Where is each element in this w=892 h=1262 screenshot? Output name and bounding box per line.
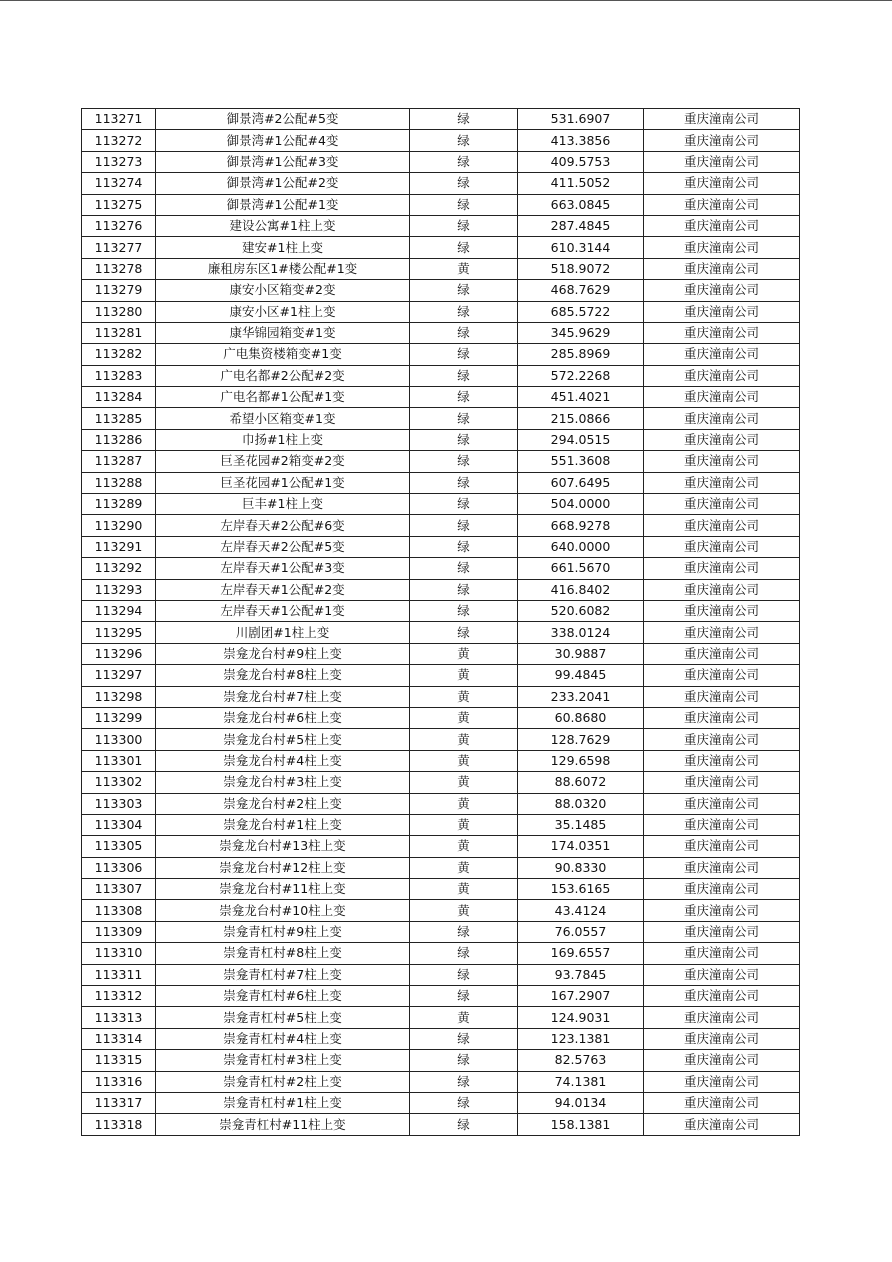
cell-name: 崇龛青杠村#9柱上变 bbox=[156, 921, 410, 942]
cell-value: 215.0866 bbox=[518, 408, 644, 429]
cell-company: 重庆潼南公司 bbox=[644, 109, 800, 130]
cell-level: 绿 bbox=[410, 579, 518, 600]
cell-company: 重庆潼南公司 bbox=[644, 836, 800, 857]
cell-id: 113309 bbox=[82, 921, 156, 942]
cell-id: 113293 bbox=[82, 579, 156, 600]
cell-name: 御景湾#1公配#2变 bbox=[156, 173, 410, 194]
table-row bbox=[82, 686, 800, 707]
cell-level: 绿 bbox=[410, 1028, 518, 1049]
cell-company: 重庆潼南公司 bbox=[644, 879, 800, 900]
table-row bbox=[82, 600, 800, 621]
cell-company: 重庆潼南公司 bbox=[644, 986, 800, 1007]
cell-company: 重庆潼南公司 bbox=[644, 665, 800, 686]
cell-company: 重庆潼南公司 bbox=[644, 772, 800, 793]
cell-level: 黄 bbox=[410, 900, 518, 921]
cell-value: 153.6165 bbox=[518, 879, 644, 900]
cell-level: 绿 bbox=[410, 194, 518, 215]
cell-level: 黄 bbox=[410, 793, 518, 814]
cell-value: 338.0124 bbox=[518, 622, 644, 643]
cell-company: 重庆潼南公司 bbox=[644, 322, 800, 343]
cell-level: 绿 bbox=[410, 1071, 518, 1092]
table-row bbox=[82, 1028, 800, 1049]
table-row bbox=[82, 986, 800, 1007]
cell-name: 崇龛龙台村#13柱上变 bbox=[156, 836, 410, 857]
cell-name: 左岸春天#1公配#2变 bbox=[156, 579, 410, 600]
cell-id: 113279 bbox=[82, 280, 156, 301]
cell-value: 607.6495 bbox=[518, 472, 644, 493]
cell-company: 重庆潼南公司 bbox=[644, 558, 800, 579]
cell-id: 113301 bbox=[82, 750, 156, 771]
cell-company: 重庆潼南公司 bbox=[644, 151, 800, 172]
cell-id: 113288 bbox=[82, 472, 156, 493]
cell-name: 御景湾#1公配#3变 bbox=[156, 151, 410, 172]
cell-name: 崇龛龙台村#2柱上变 bbox=[156, 793, 410, 814]
cell-value: 531.6907 bbox=[518, 109, 644, 130]
cell-name: 左岸春天#2公配#5变 bbox=[156, 536, 410, 557]
cell-name: 崇龛龙台村#10柱上变 bbox=[156, 900, 410, 921]
table-row bbox=[82, 130, 800, 151]
cell-id: 113274 bbox=[82, 173, 156, 194]
table-row bbox=[82, 729, 800, 750]
table-row bbox=[82, 515, 800, 536]
cell-level: 绿 bbox=[410, 151, 518, 172]
cell-value: 128.7629 bbox=[518, 729, 644, 750]
cell-level: 绿 bbox=[410, 429, 518, 450]
cell-company: 重庆潼南公司 bbox=[644, 194, 800, 215]
table-row bbox=[82, 109, 800, 130]
cell-company: 重庆潼南公司 bbox=[644, 408, 800, 429]
table-row bbox=[82, 836, 800, 857]
table-row bbox=[82, 237, 800, 258]
cell-id: 113280 bbox=[82, 301, 156, 322]
cell-id: 113285 bbox=[82, 408, 156, 429]
cell-company: 重庆潼南公司 bbox=[644, 707, 800, 728]
table-row bbox=[82, 194, 800, 215]
cell-level: 绿 bbox=[410, 408, 518, 429]
cell-company: 重庆潼南公司 bbox=[644, 237, 800, 258]
cell-id: 113290 bbox=[82, 515, 156, 536]
table-row bbox=[82, 622, 800, 643]
cell-name: 康安小区#1柱上变 bbox=[156, 301, 410, 322]
cell-level: 绿 bbox=[410, 451, 518, 472]
cell-value: 43.4124 bbox=[518, 900, 644, 921]
cell-level: 绿 bbox=[410, 1092, 518, 1113]
cell-level: 绿 bbox=[410, 344, 518, 365]
cell-value: 610.3144 bbox=[518, 237, 644, 258]
cell-company: 重庆潼南公司 bbox=[644, 472, 800, 493]
table-row bbox=[82, 1071, 800, 1092]
cell-value: 169.6557 bbox=[518, 943, 644, 964]
cell-value: 468.7629 bbox=[518, 280, 644, 301]
cell-name: 崇龛青杠村#5柱上变 bbox=[156, 1007, 410, 1028]
cell-id: 113296 bbox=[82, 643, 156, 664]
cell-level: 绿 bbox=[410, 387, 518, 408]
cell-value: 35.1485 bbox=[518, 814, 644, 835]
table-row bbox=[82, 215, 800, 236]
cell-name: 建安#1柱上变 bbox=[156, 237, 410, 258]
cell-level: 绿 bbox=[410, 558, 518, 579]
cell-company: 重庆潼南公司 bbox=[644, 494, 800, 515]
cell-level: 绿 bbox=[410, 237, 518, 258]
cell-name: 康安小区箱变#2变 bbox=[156, 280, 410, 301]
table-row bbox=[82, 365, 800, 386]
table-row bbox=[82, 921, 800, 942]
cell-id: 113306 bbox=[82, 857, 156, 878]
cell-value: 287.4845 bbox=[518, 215, 644, 236]
cell-id: 113314 bbox=[82, 1028, 156, 1049]
cell-level: 绿 bbox=[410, 280, 518, 301]
transformer-table bbox=[81, 108, 800, 1136]
cell-level: 绿 bbox=[410, 173, 518, 194]
cell-level: 黄 bbox=[410, 814, 518, 835]
table-row bbox=[82, 387, 800, 408]
table-row bbox=[82, 750, 800, 771]
cell-name: 崇龛龙台村#12柱上变 bbox=[156, 857, 410, 878]
cell-name: 巨丰#1柱上变 bbox=[156, 494, 410, 515]
cell-value: 411.5052 bbox=[518, 173, 644, 194]
cell-name: 建设公寓#1柱上变 bbox=[156, 215, 410, 236]
cell-level: 绿 bbox=[410, 536, 518, 557]
cell-name: 御景湾#1公配#4变 bbox=[156, 130, 410, 151]
cell-name: 左岸春天#1公配#3变 bbox=[156, 558, 410, 579]
table-row bbox=[82, 1050, 800, 1071]
cell-id: 113271 bbox=[82, 109, 156, 130]
cell-level: 绿 bbox=[410, 494, 518, 515]
cell-value: 345.9629 bbox=[518, 322, 644, 343]
cell-company: 重庆潼南公司 bbox=[644, 579, 800, 600]
cell-company: 重庆潼南公司 bbox=[644, 622, 800, 643]
cell-company: 重庆潼南公司 bbox=[644, 857, 800, 878]
table-row bbox=[82, 151, 800, 172]
cell-value: 174.0351 bbox=[518, 836, 644, 857]
cell-company: 重庆潼南公司 bbox=[644, 921, 800, 942]
cell-id: 113295 bbox=[82, 622, 156, 643]
table-row bbox=[82, 408, 800, 429]
cell-name: 崇龛青杠村#3柱上变 bbox=[156, 1050, 410, 1071]
cell-id: 113278 bbox=[82, 258, 156, 279]
table-row bbox=[82, 1114, 800, 1135]
table-row bbox=[82, 1007, 800, 1028]
cell-company: 重庆潼南公司 bbox=[644, 964, 800, 985]
cell-level: 绿 bbox=[410, 622, 518, 643]
cell-name: 崇龛龙台村#8柱上变 bbox=[156, 665, 410, 686]
cell-company: 重庆潼南公司 bbox=[644, 1028, 800, 1049]
cell-level: 绿 bbox=[410, 301, 518, 322]
cell-name: 巨圣花园#2箱变#2变 bbox=[156, 451, 410, 472]
cell-level: 黄 bbox=[410, 643, 518, 664]
cell-company: 重庆潼南公司 bbox=[644, 301, 800, 322]
cell-name: 康华锦园箱变#1变 bbox=[156, 322, 410, 343]
cell-name: 崇龛龙台村#3柱上变 bbox=[156, 772, 410, 793]
table-row bbox=[82, 857, 800, 878]
table-row bbox=[82, 900, 800, 921]
table-row bbox=[82, 280, 800, 301]
table-row bbox=[82, 793, 800, 814]
cell-company: 重庆潼南公司 bbox=[644, 643, 800, 664]
cell-company: 重庆潼南公司 bbox=[644, 900, 800, 921]
cell-value: 88.0320 bbox=[518, 793, 644, 814]
cell-name: 崇龛龙台村#5柱上变 bbox=[156, 729, 410, 750]
cell-value: 640.0000 bbox=[518, 536, 644, 557]
cell-id: 113302 bbox=[82, 772, 156, 793]
cell-value: 285.8969 bbox=[518, 344, 644, 365]
document-page bbox=[81, 108, 800, 1136]
cell-value: 94.0134 bbox=[518, 1092, 644, 1113]
cell-id: 113272 bbox=[82, 130, 156, 151]
cell-company: 重庆潼南公司 bbox=[644, 1114, 800, 1135]
cell-name: 御景湾#1公配#1变 bbox=[156, 194, 410, 215]
cell-value: 60.8680 bbox=[518, 707, 644, 728]
table-row bbox=[82, 772, 800, 793]
cell-name: 崇龛龙台村#9柱上变 bbox=[156, 643, 410, 664]
cell-level: 黄 bbox=[410, 707, 518, 728]
cell-level: 绿 bbox=[410, 1114, 518, 1135]
table-row bbox=[82, 451, 800, 472]
cell-level: 黄 bbox=[410, 665, 518, 686]
cell-value: 518.9072 bbox=[518, 258, 644, 279]
cell-company: 重庆潼南公司 bbox=[644, 814, 800, 835]
cell-level: 绿 bbox=[410, 943, 518, 964]
cell-value: 451.4021 bbox=[518, 387, 644, 408]
cell-value: 167.2907 bbox=[518, 986, 644, 1007]
cell-id: 113292 bbox=[82, 558, 156, 579]
table-row bbox=[82, 494, 800, 515]
table-row bbox=[82, 643, 800, 664]
cell-id: 113299 bbox=[82, 707, 156, 728]
cell-value: 30.9887 bbox=[518, 643, 644, 664]
cell-name: 崇龛龙台村#7柱上变 bbox=[156, 686, 410, 707]
table-row bbox=[82, 707, 800, 728]
cell-id: 113294 bbox=[82, 600, 156, 621]
table-row bbox=[82, 301, 800, 322]
cell-name: 崇龛青杠村#4柱上变 bbox=[156, 1028, 410, 1049]
cell-id: 113273 bbox=[82, 151, 156, 172]
cell-level: 绿 bbox=[410, 130, 518, 151]
cell-id: 113310 bbox=[82, 943, 156, 964]
cell-name: 御景湾#2公配#5变 bbox=[156, 109, 410, 130]
cell-name: 川剧团#1柱上变 bbox=[156, 622, 410, 643]
table-row bbox=[82, 322, 800, 343]
cell-value: 99.4845 bbox=[518, 665, 644, 686]
cell-value: 93.7845 bbox=[518, 964, 644, 985]
cell-name: 崇龛青杠村#8柱上变 bbox=[156, 943, 410, 964]
table-row bbox=[82, 943, 800, 964]
table-row bbox=[82, 558, 800, 579]
page-top-border bbox=[0, 0, 892, 1]
cell-level: 黄 bbox=[410, 729, 518, 750]
cell-level: 黄 bbox=[410, 750, 518, 771]
cell-name: 左岸春天#2公配#6变 bbox=[156, 515, 410, 536]
cell-name: 崇龛龙台村#6柱上变 bbox=[156, 707, 410, 728]
cell-value: 74.1381 bbox=[518, 1071, 644, 1092]
cell-company: 重庆潼南公司 bbox=[644, 515, 800, 536]
cell-level: 黄 bbox=[410, 772, 518, 793]
cell-level: 绿 bbox=[410, 365, 518, 386]
table-row bbox=[82, 814, 800, 835]
cell-company: 重庆潼南公司 bbox=[644, 729, 800, 750]
cell-name: 廉租房东区1#楼公配#1变 bbox=[156, 258, 410, 279]
cell-id: 113313 bbox=[82, 1007, 156, 1028]
table-row bbox=[82, 173, 800, 194]
table-body bbox=[82, 109, 800, 1136]
cell-id: 113276 bbox=[82, 215, 156, 236]
cell-level: 绿 bbox=[410, 515, 518, 536]
cell-level: 绿 bbox=[410, 109, 518, 130]
cell-id: 113289 bbox=[82, 494, 156, 515]
table-row bbox=[82, 472, 800, 493]
cell-name: 广电名都#2公配#2变 bbox=[156, 365, 410, 386]
cell-id: 113312 bbox=[82, 986, 156, 1007]
cell-value: 520.6082 bbox=[518, 600, 644, 621]
cell-level: 黄 bbox=[410, 857, 518, 878]
cell-id: 113284 bbox=[82, 387, 156, 408]
cell-name: 左岸春天#1公配#1变 bbox=[156, 600, 410, 621]
table-row bbox=[82, 258, 800, 279]
cell-id: 113305 bbox=[82, 836, 156, 857]
cell-name: 崇龛龙台村#1柱上变 bbox=[156, 814, 410, 835]
cell-value: 233.2041 bbox=[518, 686, 644, 707]
cell-level: 绿 bbox=[410, 986, 518, 1007]
cell-id: 113304 bbox=[82, 814, 156, 835]
cell-id: 113308 bbox=[82, 900, 156, 921]
cell-company: 重庆潼南公司 bbox=[644, 344, 800, 365]
cell-level: 绿 bbox=[410, 921, 518, 942]
cell-company: 重庆潼南公司 bbox=[644, 943, 800, 964]
cell-name: 崇龛青杠村#1柱上变 bbox=[156, 1092, 410, 1113]
cell-company: 重庆潼南公司 bbox=[644, 451, 800, 472]
cell-id: 113281 bbox=[82, 322, 156, 343]
cell-id: 113282 bbox=[82, 344, 156, 365]
cell-id: 113297 bbox=[82, 665, 156, 686]
cell-level: 黄 bbox=[410, 879, 518, 900]
cell-id: 113315 bbox=[82, 1050, 156, 1071]
cell-level: 黄 bbox=[410, 686, 518, 707]
cell-company: 重庆潼南公司 bbox=[644, 1092, 800, 1113]
cell-value: 416.8402 bbox=[518, 579, 644, 600]
cell-name: 希望小区箱变#1变 bbox=[156, 408, 410, 429]
cell-company: 重庆潼南公司 bbox=[644, 600, 800, 621]
cell-value: 661.5670 bbox=[518, 558, 644, 579]
cell-id: 113318 bbox=[82, 1114, 156, 1135]
cell-name: 广电集资楼箱变#1变 bbox=[156, 344, 410, 365]
table-row bbox=[82, 579, 800, 600]
table-row bbox=[82, 429, 800, 450]
table-row bbox=[82, 344, 800, 365]
cell-id: 113303 bbox=[82, 793, 156, 814]
cell-value: 413.3856 bbox=[518, 130, 644, 151]
cell-id: 113286 bbox=[82, 429, 156, 450]
cell-level: 绿 bbox=[410, 964, 518, 985]
cell-id: 113277 bbox=[82, 237, 156, 258]
cell-id: 113300 bbox=[82, 729, 156, 750]
cell-value: 551.3608 bbox=[518, 451, 644, 472]
cell-company: 重庆潼南公司 bbox=[644, 686, 800, 707]
cell-value: 685.5722 bbox=[518, 301, 644, 322]
cell-company: 重庆潼南公司 bbox=[644, 1071, 800, 1092]
cell-value: 294.0515 bbox=[518, 429, 644, 450]
cell-value: 668.9278 bbox=[518, 515, 644, 536]
cell-name: 广电名都#1公配#1变 bbox=[156, 387, 410, 408]
cell-company: 重庆潼南公司 bbox=[644, 258, 800, 279]
cell-level: 绿 bbox=[410, 600, 518, 621]
cell-level: 黄 bbox=[410, 258, 518, 279]
cell-id: 113316 bbox=[82, 1071, 156, 1092]
table-row bbox=[82, 536, 800, 557]
cell-id: 113307 bbox=[82, 879, 156, 900]
cell-id: 113291 bbox=[82, 536, 156, 557]
cell-company: 重庆潼南公司 bbox=[644, 173, 800, 194]
cell-company: 重庆潼南公司 bbox=[644, 750, 800, 771]
cell-company: 重庆潼南公司 bbox=[644, 1050, 800, 1071]
cell-id: 113317 bbox=[82, 1092, 156, 1113]
cell-company: 重庆潼南公司 bbox=[644, 215, 800, 236]
cell-company: 重庆潼南公司 bbox=[644, 130, 800, 151]
cell-name: 巨圣花园#1公配#1变 bbox=[156, 472, 410, 493]
cell-value: 572.2268 bbox=[518, 365, 644, 386]
cell-value: 504.0000 bbox=[518, 494, 644, 515]
cell-value: 409.5753 bbox=[518, 151, 644, 172]
cell-level: 绿 bbox=[410, 1050, 518, 1071]
cell-level: 黄 bbox=[410, 1007, 518, 1028]
table-row bbox=[82, 1092, 800, 1113]
cell-level: 绿 bbox=[410, 215, 518, 236]
cell-name: 崇龛青杠村#2柱上变 bbox=[156, 1071, 410, 1092]
table-row bbox=[82, 665, 800, 686]
cell-company: 重庆潼南公司 bbox=[644, 365, 800, 386]
cell-company: 重庆潼南公司 bbox=[644, 429, 800, 450]
cell-id: 113283 bbox=[82, 365, 156, 386]
cell-company: 重庆潼南公司 bbox=[644, 1007, 800, 1028]
cell-name: 崇龛青杠村#7柱上变 bbox=[156, 964, 410, 985]
cell-value: 158.1381 bbox=[518, 1114, 644, 1135]
cell-value: 90.8330 bbox=[518, 857, 644, 878]
cell-value: 82.5763 bbox=[518, 1050, 644, 1071]
cell-level: 绿 bbox=[410, 472, 518, 493]
cell-id: 113287 bbox=[82, 451, 156, 472]
cell-id: 113298 bbox=[82, 686, 156, 707]
cell-company: 重庆潼南公司 bbox=[644, 793, 800, 814]
cell-company: 重庆潼南公司 bbox=[644, 536, 800, 557]
cell-id: 113311 bbox=[82, 964, 156, 985]
cell-id: 113275 bbox=[82, 194, 156, 215]
table-row bbox=[82, 879, 800, 900]
cell-name: 崇龛龙台村#11柱上变 bbox=[156, 879, 410, 900]
cell-value: 129.6598 bbox=[518, 750, 644, 771]
cell-value: 88.6072 bbox=[518, 772, 644, 793]
cell-company: 重庆潼南公司 bbox=[644, 387, 800, 408]
cell-name: 崇龛青杠村#11柱上变 bbox=[156, 1114, 410, 1135]
cell-value: 663.0845 bbox=[518, 194, 644, 215]
cell-level: 黄 bbox=[410, 836, 518, 857]
table-row bbox=[82, 964, 800, 985]
cell-value: 76.0557 bbox=[518, 921, 644, 942]
cell-value: 124.9031 bbox=[518, 1007, 644, 1028]
cell-name: 巾扬#1柱上变 bbox=[156, 429, 410, 450]
cell-level: 绿 bbox=[410, 322, 518, 343]
cell-value: 123.1381 bbox=[518, 1028, 644, 1049]
cell-name: 崇龛青杠村#6柱上变 bbox=[156, 986, 410, 1007]
cell-company: 重庆潼南公司 bbox=[644, 280, 800, 301]
cell-name: 崇龛龙台村#4柱上变 bbox=[156, 750, 410, 771]
